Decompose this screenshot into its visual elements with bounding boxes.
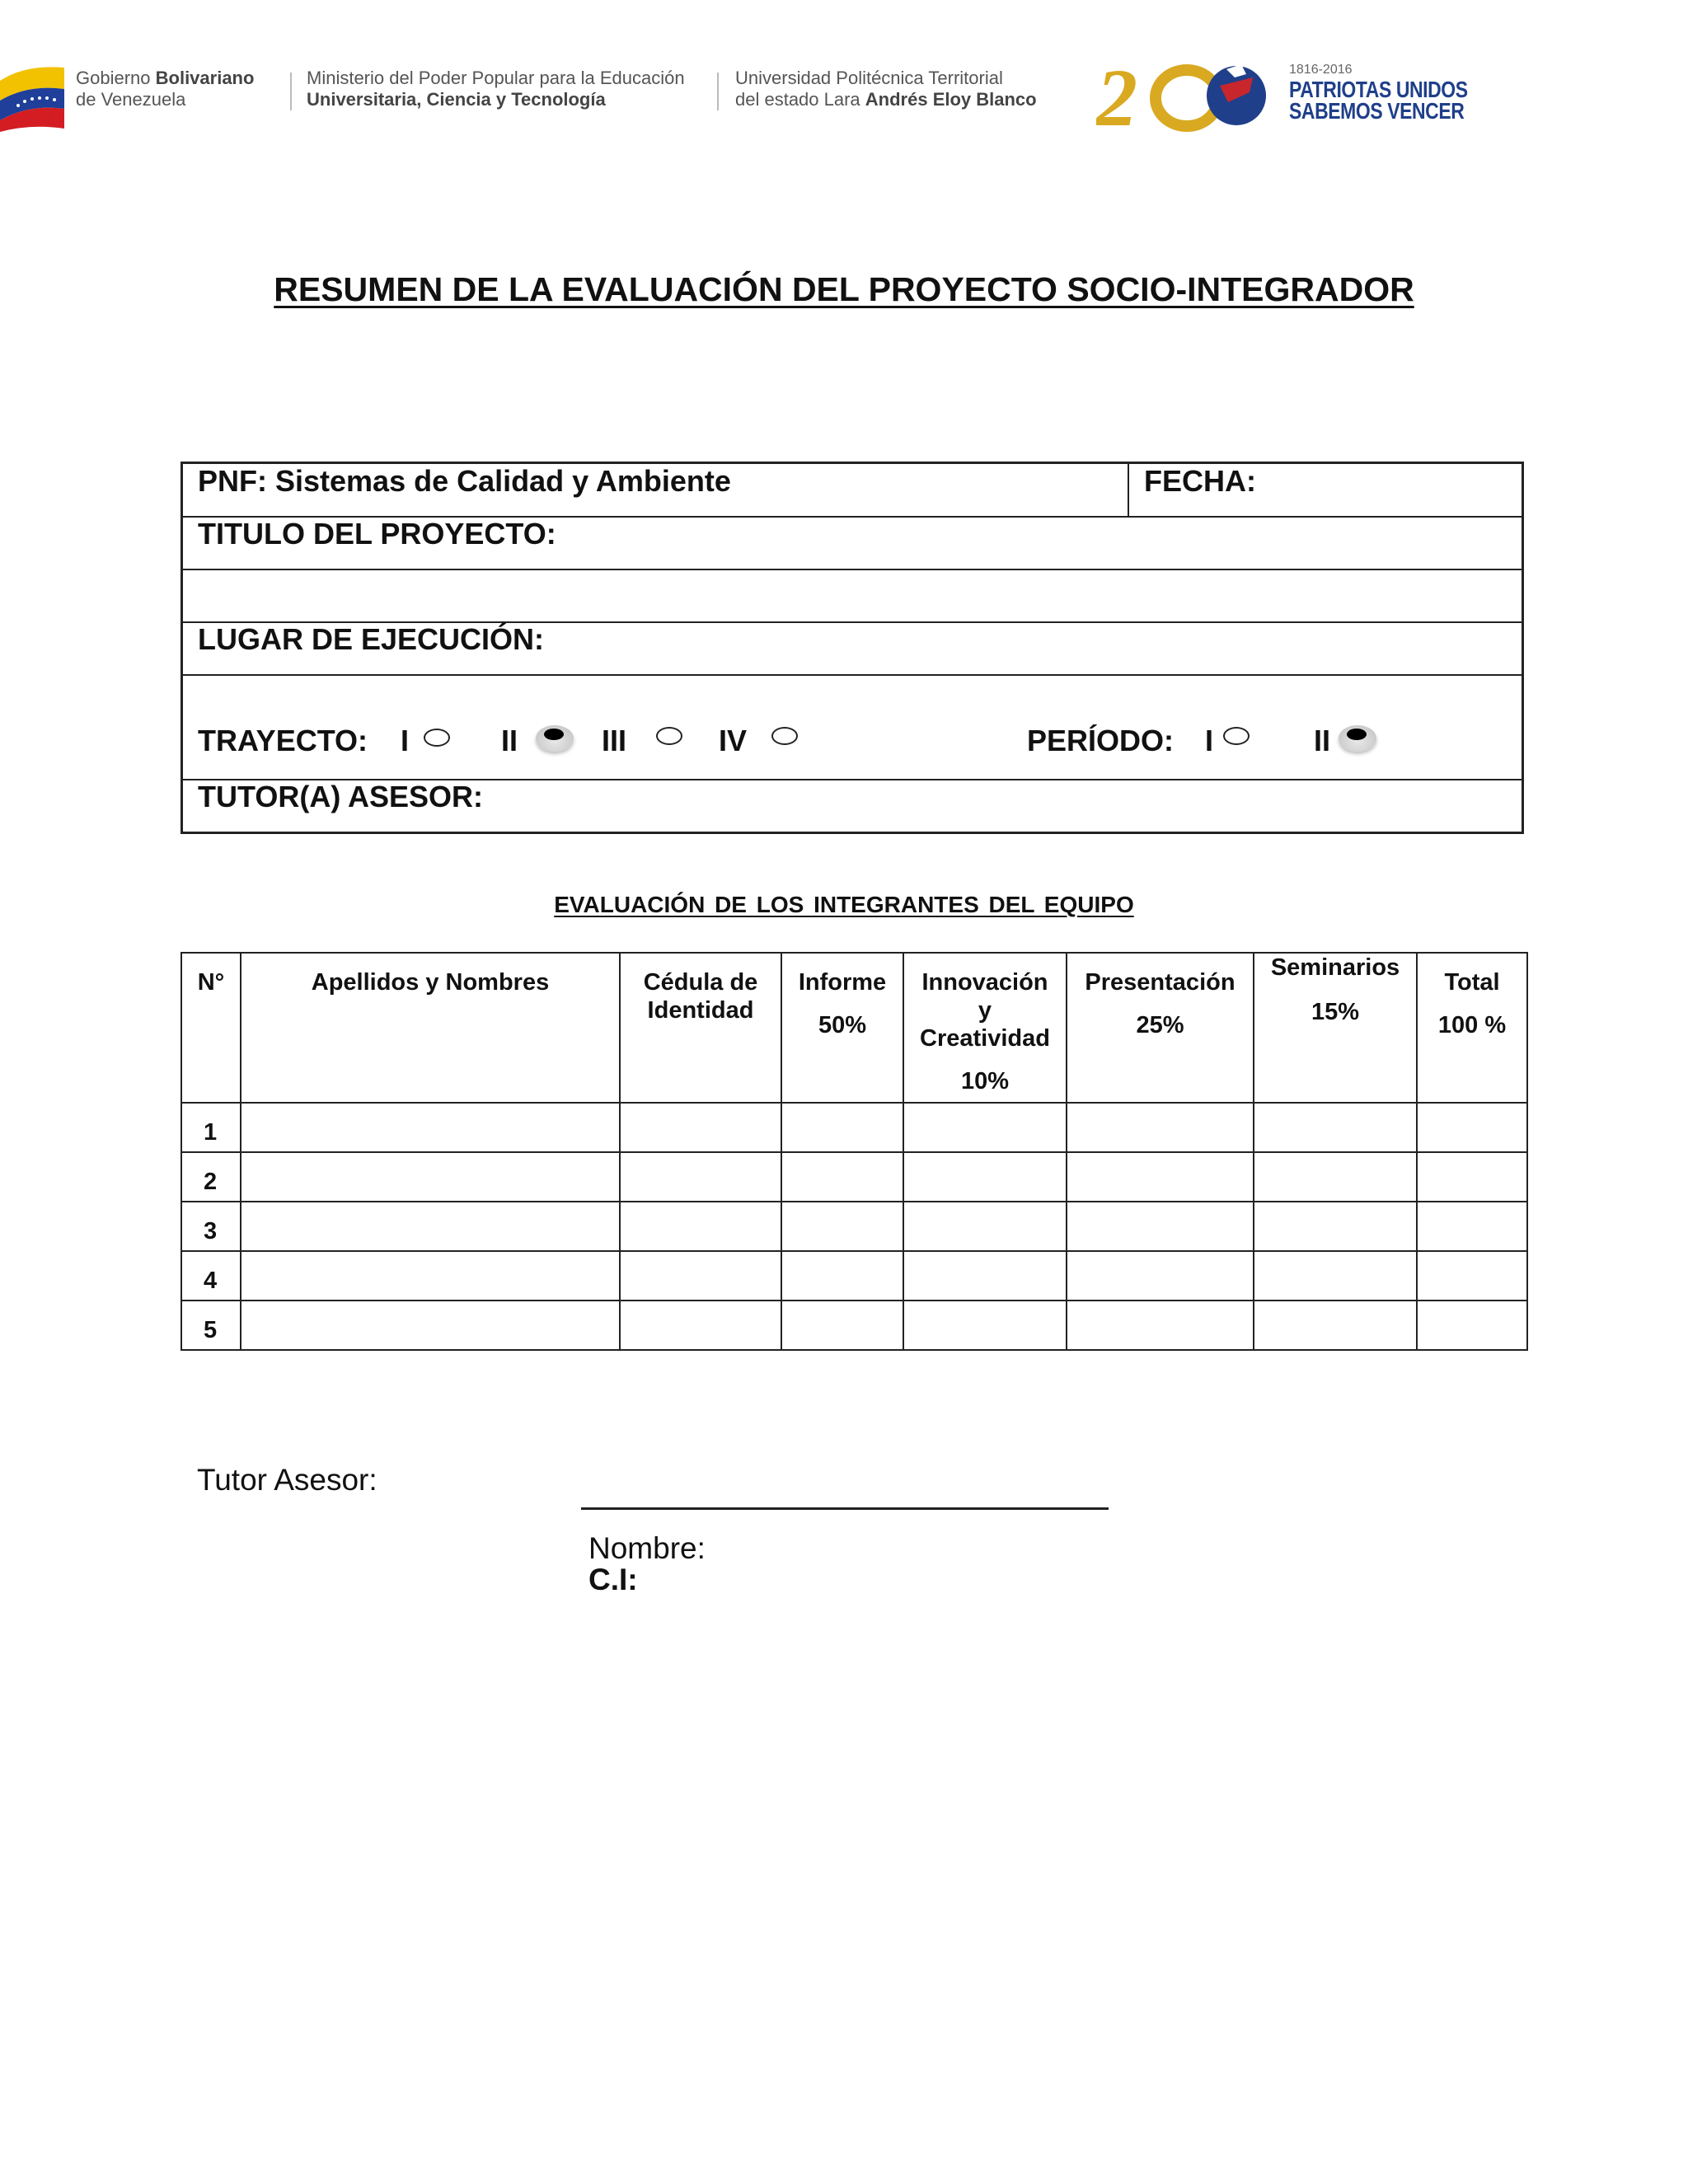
evaluation-heading: EVALUACIÓN DE LOS INTEGRANTES DEL EQUIPO <box>554 892 1134 917</box>
presentacion-cell[interactable] <box>1067 1301 1254 1350</box>
names-cell[interactable] <box>241 1103 620 1152</box>
informe-cell[interactable] <box>781 1202 903 1251</box>
evaluation-table <box>181 952 1528 1351</box>
header-names: Apellidos y Nombres <box>241 953 620 1103</box>
svg-text:2: 2 <box>1096 53 1137 135</box>
innovacion-cell[interactable] <box>903 1103 1067 1152</box>
header-presentacion: Presentación 25% <box>1067 953 1254 1103</box>
presentacion-cell[interactable] <box>1067 1251 1254 1301</box>
names-cell[interactable] <box>241 1202 620 1251</box>
bicentenario-logo: 2 1816-2016 PATRIOTAS UNIDOS SABEMOS VENCER <box>1096 53 1393 135</box>
table-row <box>181 1103 1527 1152</box>
header-total: Total 100 % <box>1417 953 1527 1103</box>
nombre-label: Nombre: <box>588 1531 706 1565</box>
cedula-cell[interactable] <box>620 1202 781 1251</box>
trayecto-radio-i[interactable] <box>424 729 450 747</box>
periodo-radio-i[interactable] <box>1223 727 1250 745</box>
table-row <box>181 1301 1527 1350</box>
fecha-field[interactable]: FECHA: <box>1144 464 1256 498</box>
total-cell[interactable] <box>1417 1251 1527 1301</box>
pnf-row <box>183 464 1522 518</box>
informe-cell[interactable] <box>781 1152 903 1202</box>
innovacion-cell[interactable] <box>903 1202 1067 1251</box>
table-row <box>181 1152 1527 1202</box>
seminarios-cell[interactable] <box>1254 1103 1417 1152</box>
titulo-continuation-field[interactable] <box>183 570 1522 623</box>
titulo-field[interactable]: TITULO DEL PROYECTO: <box>183 518 1522 570</box>
ci-label: C.I: <box>588 1563 638 1596</box>
venezuela-flag-logo <box>0 58 64 132</box>
header-divider <box>717 73 719 110</box>
seminarios-cell[interactable] <box>1254 1152 1417 1202</box>
cedula-cell[interactable] <box>620 1251 781 1301</box>
total-cell[interactable] <box>1417 1202 1527 1251</box>
seminarios-cell[interactable] <box>1254 1202 1417 1251</box>
trayecto-option-ii-label: II <box>501 724 518 757</box>
row-number: 4 <box>181 1251 241 1301</box>
lugar-field[interactable]: LUGAR DE EJECUCIÓN: <box>183 623 1522 676</box>
trayecto-radio-ii[interactable] <box>536 725 574 752</box>
periodo-radio-ii[interactable] <box>1339 725 1376 752</box>
trayecto-radio-iv[interactable] <box>771 727 798 745</box>
names-cell[interactable] <box>241 1301 620 1350</box>
row-number: 1 <box>181 1103 241 1152</box>
informe-cell[interactable] <box>781 1251 903 1301</box>
trayecto-option-iii-label: III <box>602 724 627 757</box>
header-innovacion: Innovación y Creatividad 10% <box>903 953 1067 1103</box>
innovacion-cell[interactable] <box>903 1152 1067 1202</box>
header-cedula: Cédula de Identidad <box>620 953 781 1103</box>
pnf-field[interactable]: PNF: Sistemas de Calidad y Ambiente <box>183 464 1129 516</box>
trayecto-label: TRAYECTO: <box>198 724 368 757</box>
presentacion-cell[interactable] <box>1067 1103 1254 1152</box>
cedula-cell[interactable] <box>620 1152 781 1202</box>
signature-line[interactable] <box>581 1507 1109 1510</box>
row-number: 5 <box>181 1301 241 1350</box>
seminarios-cell[interactable] <box>1254 1251 1417 1301</box>
trayecto-periodo-row <box>183 676 1522 780</box>
names-cell[interactable] <box>241 1251 620 1301</box>
cedula-cell[interactable] <box>620 1301 781 1350</box>
tutor-asesor-label: Tutor Asesor: <box>197 1463 377 1497</box>
evaluation-header-row <box>181 953 1527 1103</box>
total-cell[interactable] <box>1417 1152 1527 1202</box>
row-number: 2 <box>181 1152 241 1202</box>
total-cell[interactable] <box>1417 1103 1527 1152</box>
header-num: N° <box>181 953 241 1103</box>
ministerio-text: Ministerio del Poder Popular para la Educación Universitaria, Ciencia y Tecnología <box>307 68 685 110</box>
innovacion-cell[interactable] <box>903 1301 1067 1350</box>
bicentenario-200-icon <box>1096 53 1286 135</box>
gobierno-text: Gobierno Bolivariano de Venezuela <box>76 68 255 110</box>
trayecto-option-i-label: I <box>401 724 410 757</box>
table-row <box>181 1202 1527 1251</box>
periodo-label: PERÍODO: <box>1027 724 1175 757</box>
names-cell[interactable] <box>241 1152 620 1202</box>
document-title: RESUMEN DE LA EVALUACIÓN DEL PROYECTO SOCIO-INTEGRADOR <box>274 270 1414 308</box>
total-cell[interactable] <box>1417 1301 1527 1350</box>
periodo-option-i-label: I <box>1205 724 1214 757</box>
header-informe: Informe 50% <box>781 953 903 1103</box>
periodo-option-ii-label: II <box>1314 724 1331 757</box>
trayecto-option-iv-label: IV <box>719 724 748 757</box>
presentacion-cell[interactable] <box>1067 1202 1254 1251</box>
seminarios-cell[interactable] <box>1254 1301 1417 1350</box>
header-divider <box>290 73 292 110</box>
header-seminarios: Seminarios 15% <box>1254 953 1417 1103</box>
cedula-cell[interactable] <box>620 1103 781 1152</box>
tutor-field[interactable]: TUTOR(A) ASESOR: <box>198 780 483 813</box>
page-header <box>0 49 1688 140</box>
logo-slogan: PATRIOTAS UNIDOS SABEMOS VENCER <box>1289 77 1468 124</box>
trayecto-radio-iii[interactable] <box>656 727 682 745</box>
project-info-table <box>181 462 1524 834</box>
presentacion-cell[interactable] <box>1067 1152 1254 1202</box>
universidad-text: Universidad Politécnica Territorial del estado Lara Andrés Eloy Blanco <box>735 68 1037 110</box>
innovacion-cell[interactable] <box>903 1251 1067 1301</box>
informe-cell[interactable] <box>781 1103 903 1152</box>
informe-cell[interactable] <box>781 1301 903 1350</box>
table-row <box>181 1251 1527 1301</box>
row-number: 3 <box>181 1202 241 1251</box>
